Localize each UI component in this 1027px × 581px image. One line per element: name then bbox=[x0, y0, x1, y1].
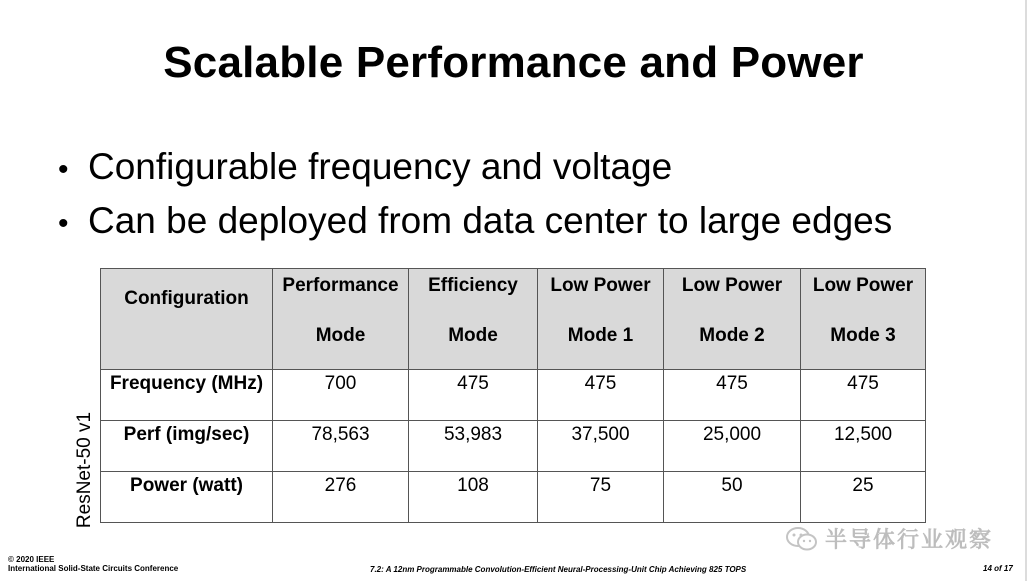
table-cell: 475 bbox=[409, 370, 538, 421]
table-cell: 475 bbox=[664, 370, 801, 421]
bullet-dot: • bbox=[58, 153, 69, 186]
table-cell: 37,500 bbox=[538, 421, 664, 472]
table-cell: 25 bbox=[801, 472, 926, 523]
footer-copyright: © 2020 IEEE bbox=[8, 555, 55, 564]
table-row bbox=[101, 370, 926, 421]
table-cell: 78,563 bbox=[273, 421, 409, 472]
footer-paper-title: 7.2: A 12nm Programmable Convolution-Efficient Neural-Processing-Unit Chip Achieving 825 TOPS bbox=[370, 565, 747, 574]
model-side-label: ResNet-50 v1 bbox=[74, 411, 95, 529]
bullet-text: Can be deployed from data center to large edges bbox=[88, 200, 893, 241]
watermark-text: 半导体行业观察 bbox=[825, 528, 994, 553]
table-header-row bbox=[101, 269, 926, 370]
table-header-configuration: Configuration bbox=[101, 269, 273, 370]
table-cell: 475 bbox=[538, 370, 664, 421]
table-cell: 276 bbox=[273, 472, 409, 523]
bullet-item bbox=[58, 194, 892, 248]
table-header-cell: Low Power Mode 3 bbox=[801, 269, 926, 370]
row-label: Power (watt) bbox=[101, 472, 273, 523]
slide-title: Scalable Performance and Power bbox=[163, 38, 864, 87]
watermark bbox=[785, 523, 993, 554]
table-header-cell: Low Power Mode 1 bbox=[538, 269, 664, 370]
table-header-cell: Efficiency Mode bbox=[409, 269, 538, 370]
footer-conference: International Solid-State Circuits Conference bbox=[8, 564, 179, 573]
table-cell: 475 bbox=[801, 370, 926, 421]
table-cell: 12,500 bbox=[801, 421, 926, 472]
table-row bbox=[101, 421, 926, 472]
table-cell: 700 bbox=[273, 370, 409, 421]
wechat-icon bbox=[785, 526, 819, 552]
row-label: Frequency (MHz) bbox=[101, 370, 273, 421]
bullet-text: Configurable frequency and voltage bbox=[88, 146, 673, 187]
bullet-dot: • bbox=[58, 207, 69, 240]
table-cell: 75 bbox=[538, 472, 664, 523]
row-label: Perf (img/sec) bbox=[101, 421, 273, 472]
bullet-list bbox=[58, 140, 892, 248]
bullet-item bbox=[58, 140, 892, 194]
config-table bbox=[100, 268, 926, 523]
table-cell: 50 bbox=[664, 472, 801, 523]
table-header-cell: Performance Mode bbox=[273, 269, 409, 370]
table-cell: 108 bbox=[409, 472, 538, 523]
table-cell: 53,983 bbox=[409, 421, 538, 472]
table-row bbox=[101, 472, 926, 523]
footer-page-number: 14 of 17 bbox=[983, 564, 1013, 573]
table-cell: 25,000 bbox=[664, 421, 801, 472]
footer-copyright-block bbox=[8, 555, 178, 573]
table-header-cell: Low Power Mode 2 bbox=[664, 269, 801, 370]
